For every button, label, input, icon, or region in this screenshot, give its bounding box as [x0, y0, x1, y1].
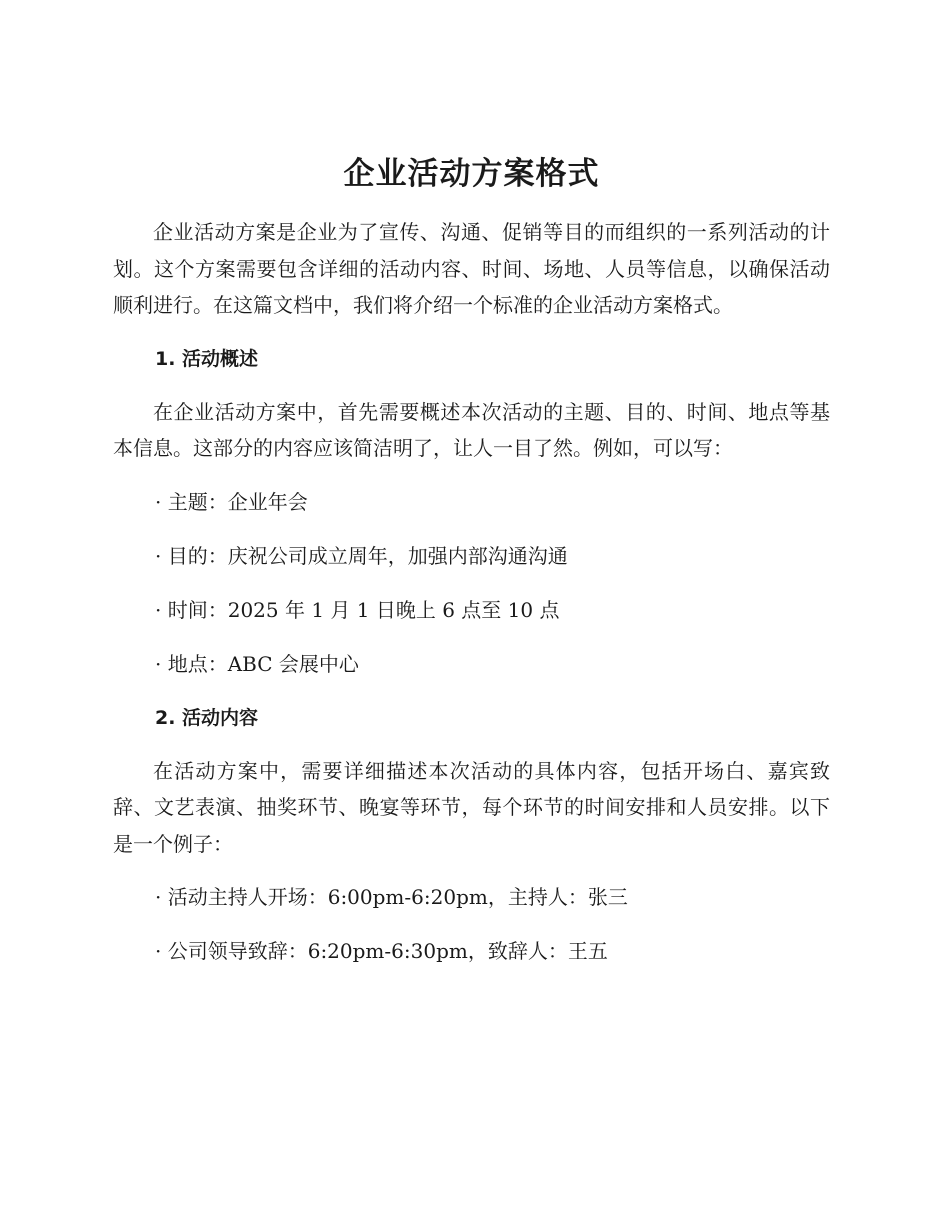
page-title: 企业活动方案格式	[343, 156, 600, 192]
intro-paragraph: 企业活动方案是企业为了宣传、沟通、促销等目的而组织的一系列活动的计划。这个方案需要包含详细的活动内容、时间、场地、人员等信息，以确保活动顺利进行。在这篇文档中，我们将介绍一个标准的企业活动方案格式。	[113, 220, 830, 317]
section-paragraph: 在活动方案中，需要详细描述本次活动的具体内容，包括开场白、嘉宾致辞、文艺表演、抽奖环节、晚宴等环节，每个环节的时间安排和人员安排。以下是一个例子：	[113, 758, 830, 856]
section-content	[113, 700, 830, 970]
section-overview	[113, 341, 830, 682]
section-heading: 2. 活动内容	[155, 706, 259, 729]
section-paragraph: 在企业活动方案中，首先需要概述本次活动的主题、目的、时间、地点等基本信息。这部分的内容应该简洁明了，让人一目了然。例如，可以写：	[113, 399, 830, 460]
section-heading: 1. 活动概述	[155, 347, 259, 370]
list-item: · 时间：2025 年 1 月 1 日晚上 6 点至 10 点	[155, 597, 560, 622]
list-item: · 公司领导致辞：6:20pm-6:30pm，致辞人：王五	[155, 939, 608, 963]
list-item: · 活动主持人开场：6:00pm-6:20pm，主持人：张三	[155, 885, 628, 909]
list-item: · 地点：ABC 会展中心	[155, 651, 359, 676]
list-item: · 主题：企业年会	[155, 489, 308, 514]
list-item: · 目的：庆祝公司成立周年，加强内部沟通沟通	[155, 543, 568, 568]
